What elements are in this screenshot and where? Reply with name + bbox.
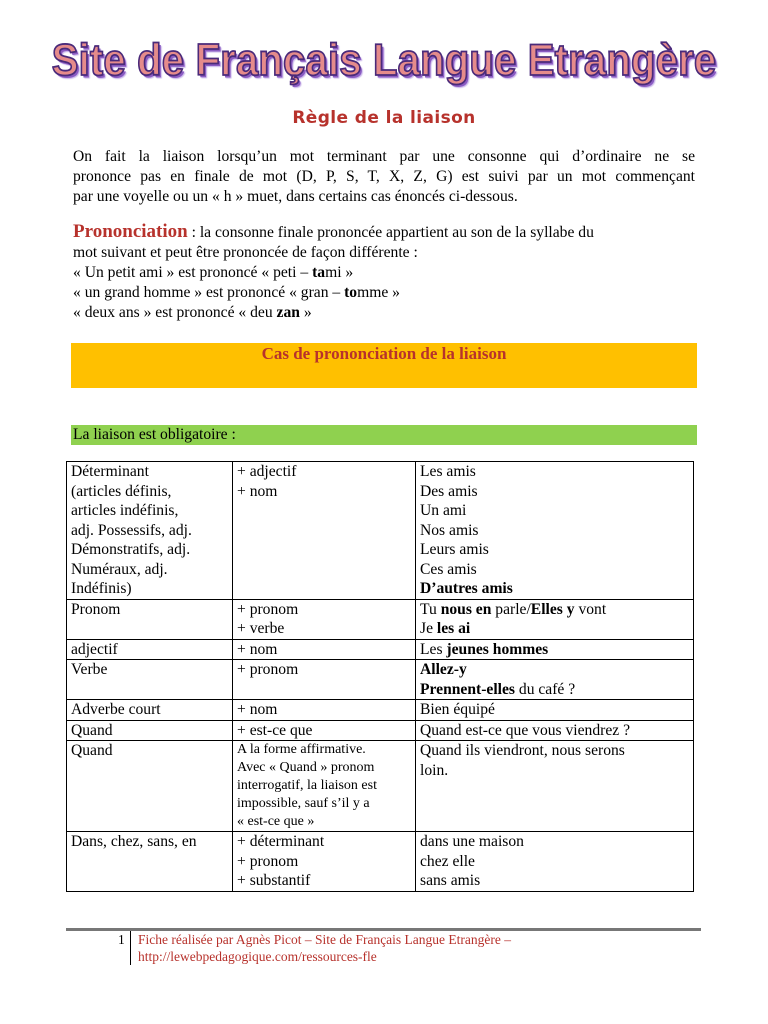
table-cell-example: Les jeunes hommes bbox=[416, 639, 694, 660]
table-row bbox=[67, 462, 694, 600]
section-heading-box bbox=[71, 343, 697, 388]
table-cell-example: Quand ils viendront, nous serons loin. bbox=[416, 741, 694, 832]
pronunciation-intro bbox=[73, 222, 698, 243]
table-row bbox=[67, 700, 694, 721]
table-cell-rule: + pronom + verbe bbox=[233, 599, 416, 639]
table-cell-example: Quand est-ce que vous viendrez ? bbox=[416, 720, 694, 741]
footer-link[interactable]: http://lewebpedagogique.com/ressources-fle bbox=[138, 949, 377, 964]
table-cell-rule: + est-ce que bbox=[233, 720, 416, 741]
table-cell-category: Déterminant (articles définis, articles indéfinis, adj. Possessifs, adj. Démonstratifs, adj. Numéraux, adj. Indéfinis) bbox=[67, 462, 233, 600]
pronunciation-example: « un grand homme » est prononcé « gran – tomme » bbox=[73, 284, 400, 301]
pronunciation-paragraph bbox=[73, 222, 698, 323]
footer-credit-line: Fiche réalisée par Agnès Picot – Site de Français Langue Etrangère – bbox=[138, 932, 511, 947]
liaison-table bbox=[66, 461, 694, 892]
page-number: 1 bbox=[118, 932, 125, 947]
table-cell-category: Adverbe court bbox=[67, 700, 233, 721]
table-row bbox=[67, 832, 694, 892]
section-heading: Cas de prononciation de la liaison bbox=[261, 344, 507, 363]
table-row bbox=[67, 639, 694, 660]
pronunciation-example: « Un petit ami » est prononcé « peti – tami » bbox=[73, 264, 354, 281]
intro-paragraph bbox=[73, 147, 695, 207]
pronunciation-label: Prononciation bbox=[73, 221, 188, 242]
page-subtitle: Règle de la liaison bbox=[292, 108, 476, 128]
intro-line: On fait la liaison lorsqu’un mot terminant par une consonne qui d’ordinaire ne se bbox=[73, 148, 695, 165]
table-cell-category: adjectif bbox=[67, 639, 233, 660]
table-row bbox=[67, 599, 694, 639]
table-row bbox=[67, 720, 694, 741]
table-cell-category: Quand bbox=[67, 741, 233, 832]
table-cell-example: Allez-y Prennent-elles du café ? bbox=[416, 660, 694, 700]
site-banner-title: Site de Français Langue Etrangère bbox=[51, 36, 717, 86]
table-cell-category: Pronom bbox=[67, 599, 233, 639]
table-cell-example: Les amis Des amis Un ami Nos amis Leurs amis Ces amis D’autres amis bbox=[416, 462, 694, 600]
table-cell-rule: + pronom bbox=[233, 660, 416, 700]
table-cell-example: Tu nous en parle/Elles y vont Je les ai bbox=[416, 599, 694, 639]
table-cell-rule: + nom bbox=[233, 700, 416, 721]
table-cell-category: Verbe bbox=[67, 660, 233, 700]
intro-line: par une voyelle ou un « h » muet, dans certains cas énoncés ci-dessous. bbox=[73, 188, 518, 205]
obligatory-label-bar bbox=[71, 425, 697, 445]
table-cell-rule: + adjectif + nom bbox=[233, 462, 416, 600]
table-cell-example: dans une maison chez elle sans amis bbox=[416, 832, 694, 892]
table-row bbox=[67, 741, 694, 832]
table-cell-category: Quand bbox=[67, 720, 233, 741]
footer-separator bbox=[130, 931, 131, 965]
table-row bbox=[67, 660, 694, 700]
pronunciation-example: « deux ans » est prononcé « deu zan » bbox=[73, 304, 312, 321]
table-cell-category: Dans, chez, sans, en bbox=[67, 832, 233, 892]
table-cell-rule: A la forme affirmative. Avec « Quand » pronom interrogatif, la liaison est impossible, sauf s’il y a « est-ce que » bbox=[233, 741, 416, 832]
footer-credit bbox=[138, 931, 658, 965]
obligatory-label: La liaison est obligatoire : bbox=[73, 426, 236, 443]
pronunciation-text: mot suivant et peut être prononcée de façon différente : bbox=[73, 244, 418, 261]
table-cell-rule: + déterminant + pronom + substantif bbox=[233, 832, 416, 892]
table-cell-rule: + nom bbox=[233, 639, 416, 660]
pronunciation-text: : la consonne finale prononcée appartient au son de la syllabe du bbox=[187, 224, 594, 241]
intro-line: prononce pas en finale de mot (D, P, S, T, X, Z, G) est suivi par un mot commençant bbox=[73, 168, 695, 185]
table-cell-example: Bien équipé bbox=[416, 700, 694, 721]
